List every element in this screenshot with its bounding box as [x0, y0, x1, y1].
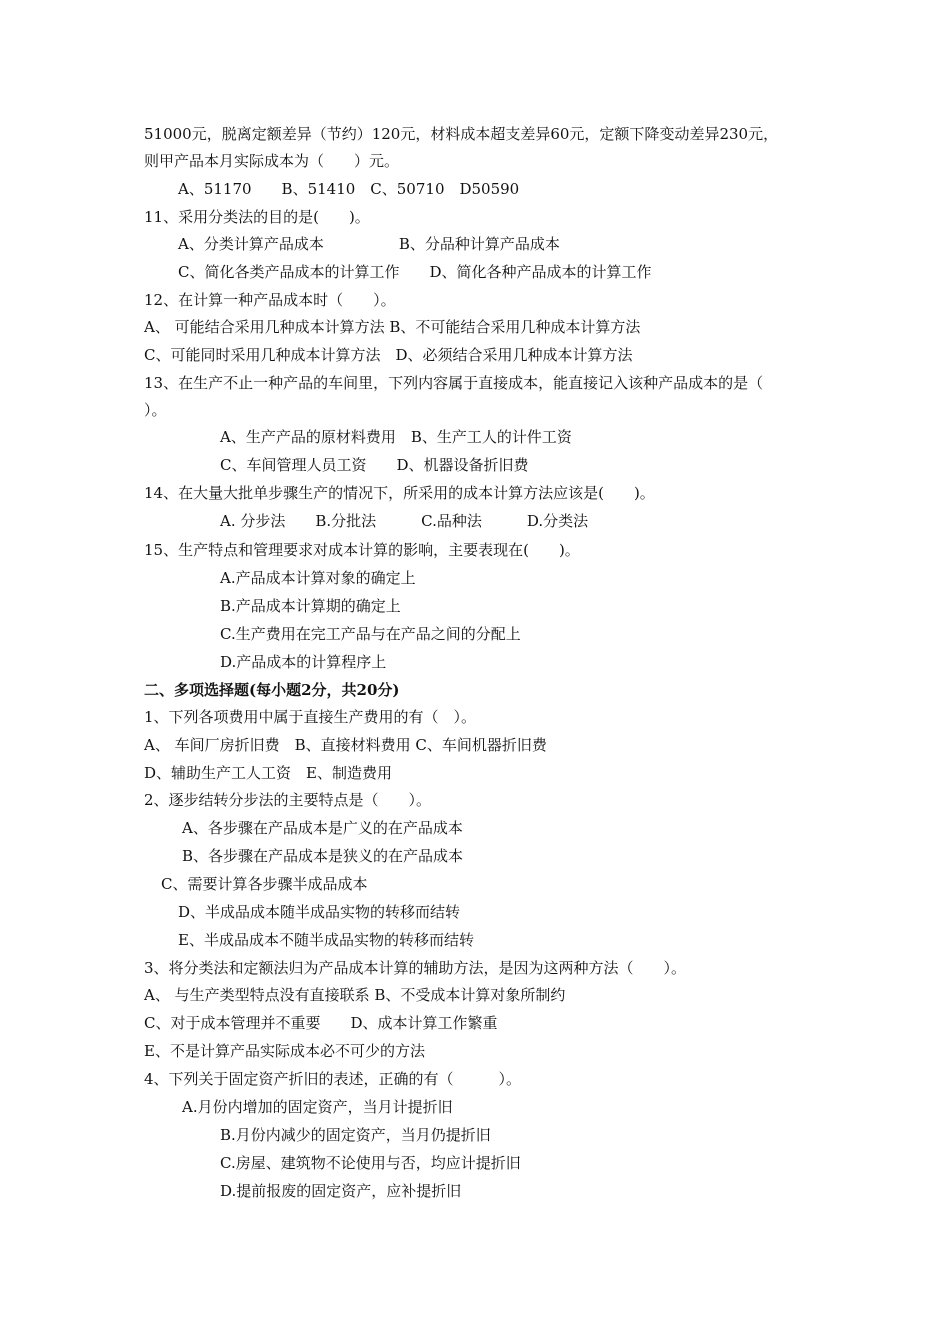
text-line: E、不是计算产品实际成本必不可少的方法: [144, 1042, 425, 1060]
text-line: 11、采用分类法的目的是( )。: [144, 208, 370, 226]
text-line: D、辅助生产工人工资 E、制造费用: [144, 764, 392, 782]
text-line: 3、将分类法和定额法归为产品成本计算的辅助方法，是因为这两种方法（ ）。: [144, 959, 687, 977]
text-line: A.月份内增加的固定资产，当月计提折旧: [182, 1098, 453, 1116]
text-line: C、需要计算各步骤半成品成本: [161, 875, 368, 893]
text-line: B、各步骤在产品成本是狭义的在产品成本: [182, 847, 464, 865]
text-line: A、生产产品的原材料费用 B、生产工人的计件工资: [220, 428, 572, 446]
text-line: E、半成品成本不随半成品实物的转移而结转: [178, 931, 474, 949]
text-line: C.房屋、建筑物不论使用与否，均应计提折旧: [220, 1154, 521, 1172]
text-line: 12、在计算一种产品成本时（ ）。: [144, 291, 396, 309]
text-line: ）。: [144, 401, 167, 419]
text-line: D、半成品成本随半成品实物的转移而结转: [178, 903, 461, 921]
section-heading: 二、多项选择题(每小题2分，共20分): [144, 681, 400, 699]
text-line: 2、逐步结转分步法的主要特点是（ ）。: [144, 791, 432, 809]
text-line: B.产品成本计算期的确定上: [220, 597, 401, 615]
text-line: A.产品成本计算对象的确定上: [220, 569, 416, 587]
text-line: C、简化各类产品成本的计算工作 D、简化各种产品成本的计算工作: [178, 263, 652, 281]
text-line: C.生产费用在完工产品与在产品之间的分配上: [220, 625, 521, 643]
text-line: A. 分步法 B.分批法 C.品种法 D.分类法: [220, 512, 589, 530]
text-line: D.产品成本的计算程序上: [220, 653, 387, 671]
text-line: C、可能同时采用几种成本计算方法 D、必须结合采用几种成本计算方法: [144, 346, 633, 364]
text-line: C、车间管理人员工资 D、机器设备折旧费: [220, 456, 529, 474]
text-line: A、 可能结合采用几种成本计算方法 B、不可能结合采用几种成本计算方法: [144, 318, 641, 336]
text-line: A、分类计算产品成本 B、分品种计算产品成本: [178, 235, 560, 253]
text-line: 13、在生产不止一种产品的车间里，下列内容属于直接成本，能直接记入该种产品成本的是（: [144, 374, 764, 392]
text-line: C、对于成本管理并不重要 D、成本计算工作繁重: [144, 1014, 498, 1032]
text-line: A、51170 B、51410 C、50710 D50590: [178, 180, 520, 198]
text-line: A、 与生产类型特点没有直接联系 B、不受成本计算对象所制约: [144, 986, 566, 1004]
text-line: 则甲产品本月实际成本为（ ）元。: [144, 152, 400, 170]
text-line: 14、在大量大批单步骤生产的情况下，所采用的成本计算方法应该是( )。: [144, 484, 655, 502]
text-line: A、 车间厂房折旧费 B、直接材料费用 C、车间机器折旧费: [144, 736, 547, 754]
text-line: 51000元，脱离定额差异（节约）120元，材料成本超支差异60元，定额下降变动差异230元，: [144, 125, 779, 143]
text-line: D.提前报废的固定资产，应补提折旧: [220, 1182, 462, 1200]
text-line: A、各步骤在产品成本是广义的在产品成本: [182, 819, 463, 837]
text-line: 4、下列关于固定资产折旧的表述，正确的有（ ）。: [144, 1070, 522, 1088]
text-line: B.月份内减少的固定资产，当月仍提折旧: [220, 1126, 491, 1144]
text-line: 15、生产特点和管理要求对成本计算的影响，主要表现在( )。: [144, 541, 580, 559]
text-line: 1、下列各项费用中属于直接生产费用的有（ ）。: [144, 708, 477, 726]
